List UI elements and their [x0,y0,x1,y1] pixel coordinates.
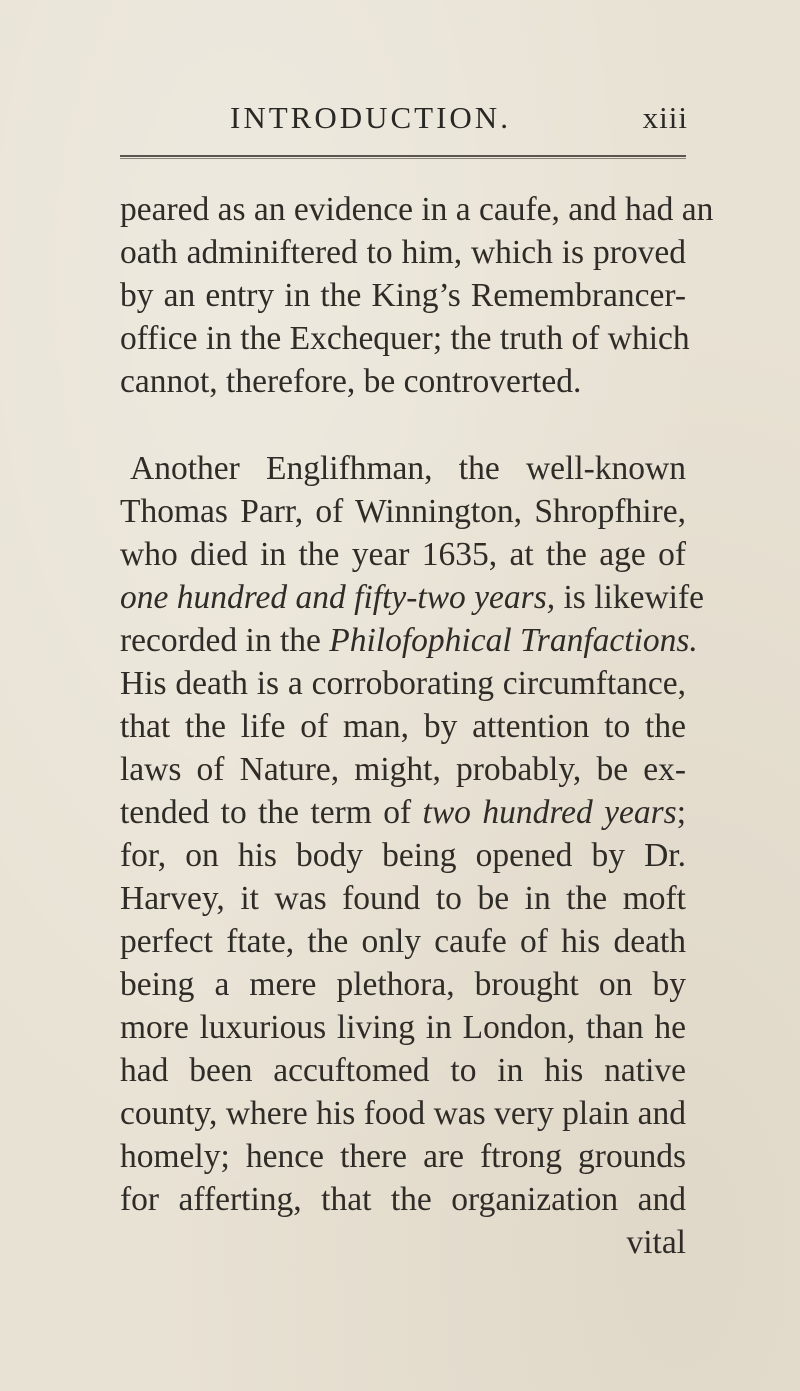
catchword: vital [626,1224,686,1261]
text-line: homely; hence there are ftrong grounds [120,1138,686,1175]
text-line: by an entry in the King’s Remembrancer- [120,277,686,314]
text-line [120,791,686,834]
text-line: laws of Nature, might, probably, be ex- [120,751,686,788]
running-head-title: INTRODUCTION. [230,100,511,135]
text-line [120,619,698,662]
text-line: peared as an evidence in a caufe, and had an [120,191,714,228]
text-line: that the life of man, by attention to the [120,708,686,745]
text-line: had been accuftomed to in his native [120,1052,686,1089]
page-number: xiii [642,100,688,135]
header-rule [120,155,686,159]
text-line: who died in the year 1635, at the age of [120,536,686,573]
running-head [230,100,690,144]
text-segment: is likewife [555,579,704,616]
text-line: for afferting, that the organization and [120,1181,686,1218]
text-line: Another Englifhman, the well-known [130,450,686,487]
italic-phrase: two hundred years [422,794,677,831]
paragraph-2 [120,447,704,1221]
text-segment: recorded in the [120,622,330,659]
text-segment: ; [676,794,686,831]
text-line: more luxurious living in London, than he [120,1009,686,1046]
italic-title: Philofophical Tranfactions. [329,622,698,659]
text-line: being a mere plethora, brought on by [120,966,686,1003]
text-line: cannot, therefore, be controverted. [120,363,582,400]
text-line: Thomas Parr, of Winnington, Shropfhire, [120,493,686,530]
text-line: His death is a corroborating circumftance, [120,665,686,702]
text-line: office in the Exchequer; the truth of which [120,320,690,357]
text-line: oath adminiftered to him, which is proved [120,234,686,271]
body-text [120,188,714,1264]
paragraph-1 [120,188,714,403]
text-line [120,576,704,619]
text-line: county, where his food was very plain and [120,1095,686,1132]
italic-phrase: one hundred and fifty-two years, [120,579,556,616]
paragraph-gap [120,403,686,447]
text-line: perfect ftate, the only caufe of his death [120,923,686,960]
text-line: Harvey, it was found to be in the moft [120,880,686,917]
text-segment: tended to the term of [120,794,423,831]
text-line: for, on his body being opened by Dr. [120,837,686,874]
